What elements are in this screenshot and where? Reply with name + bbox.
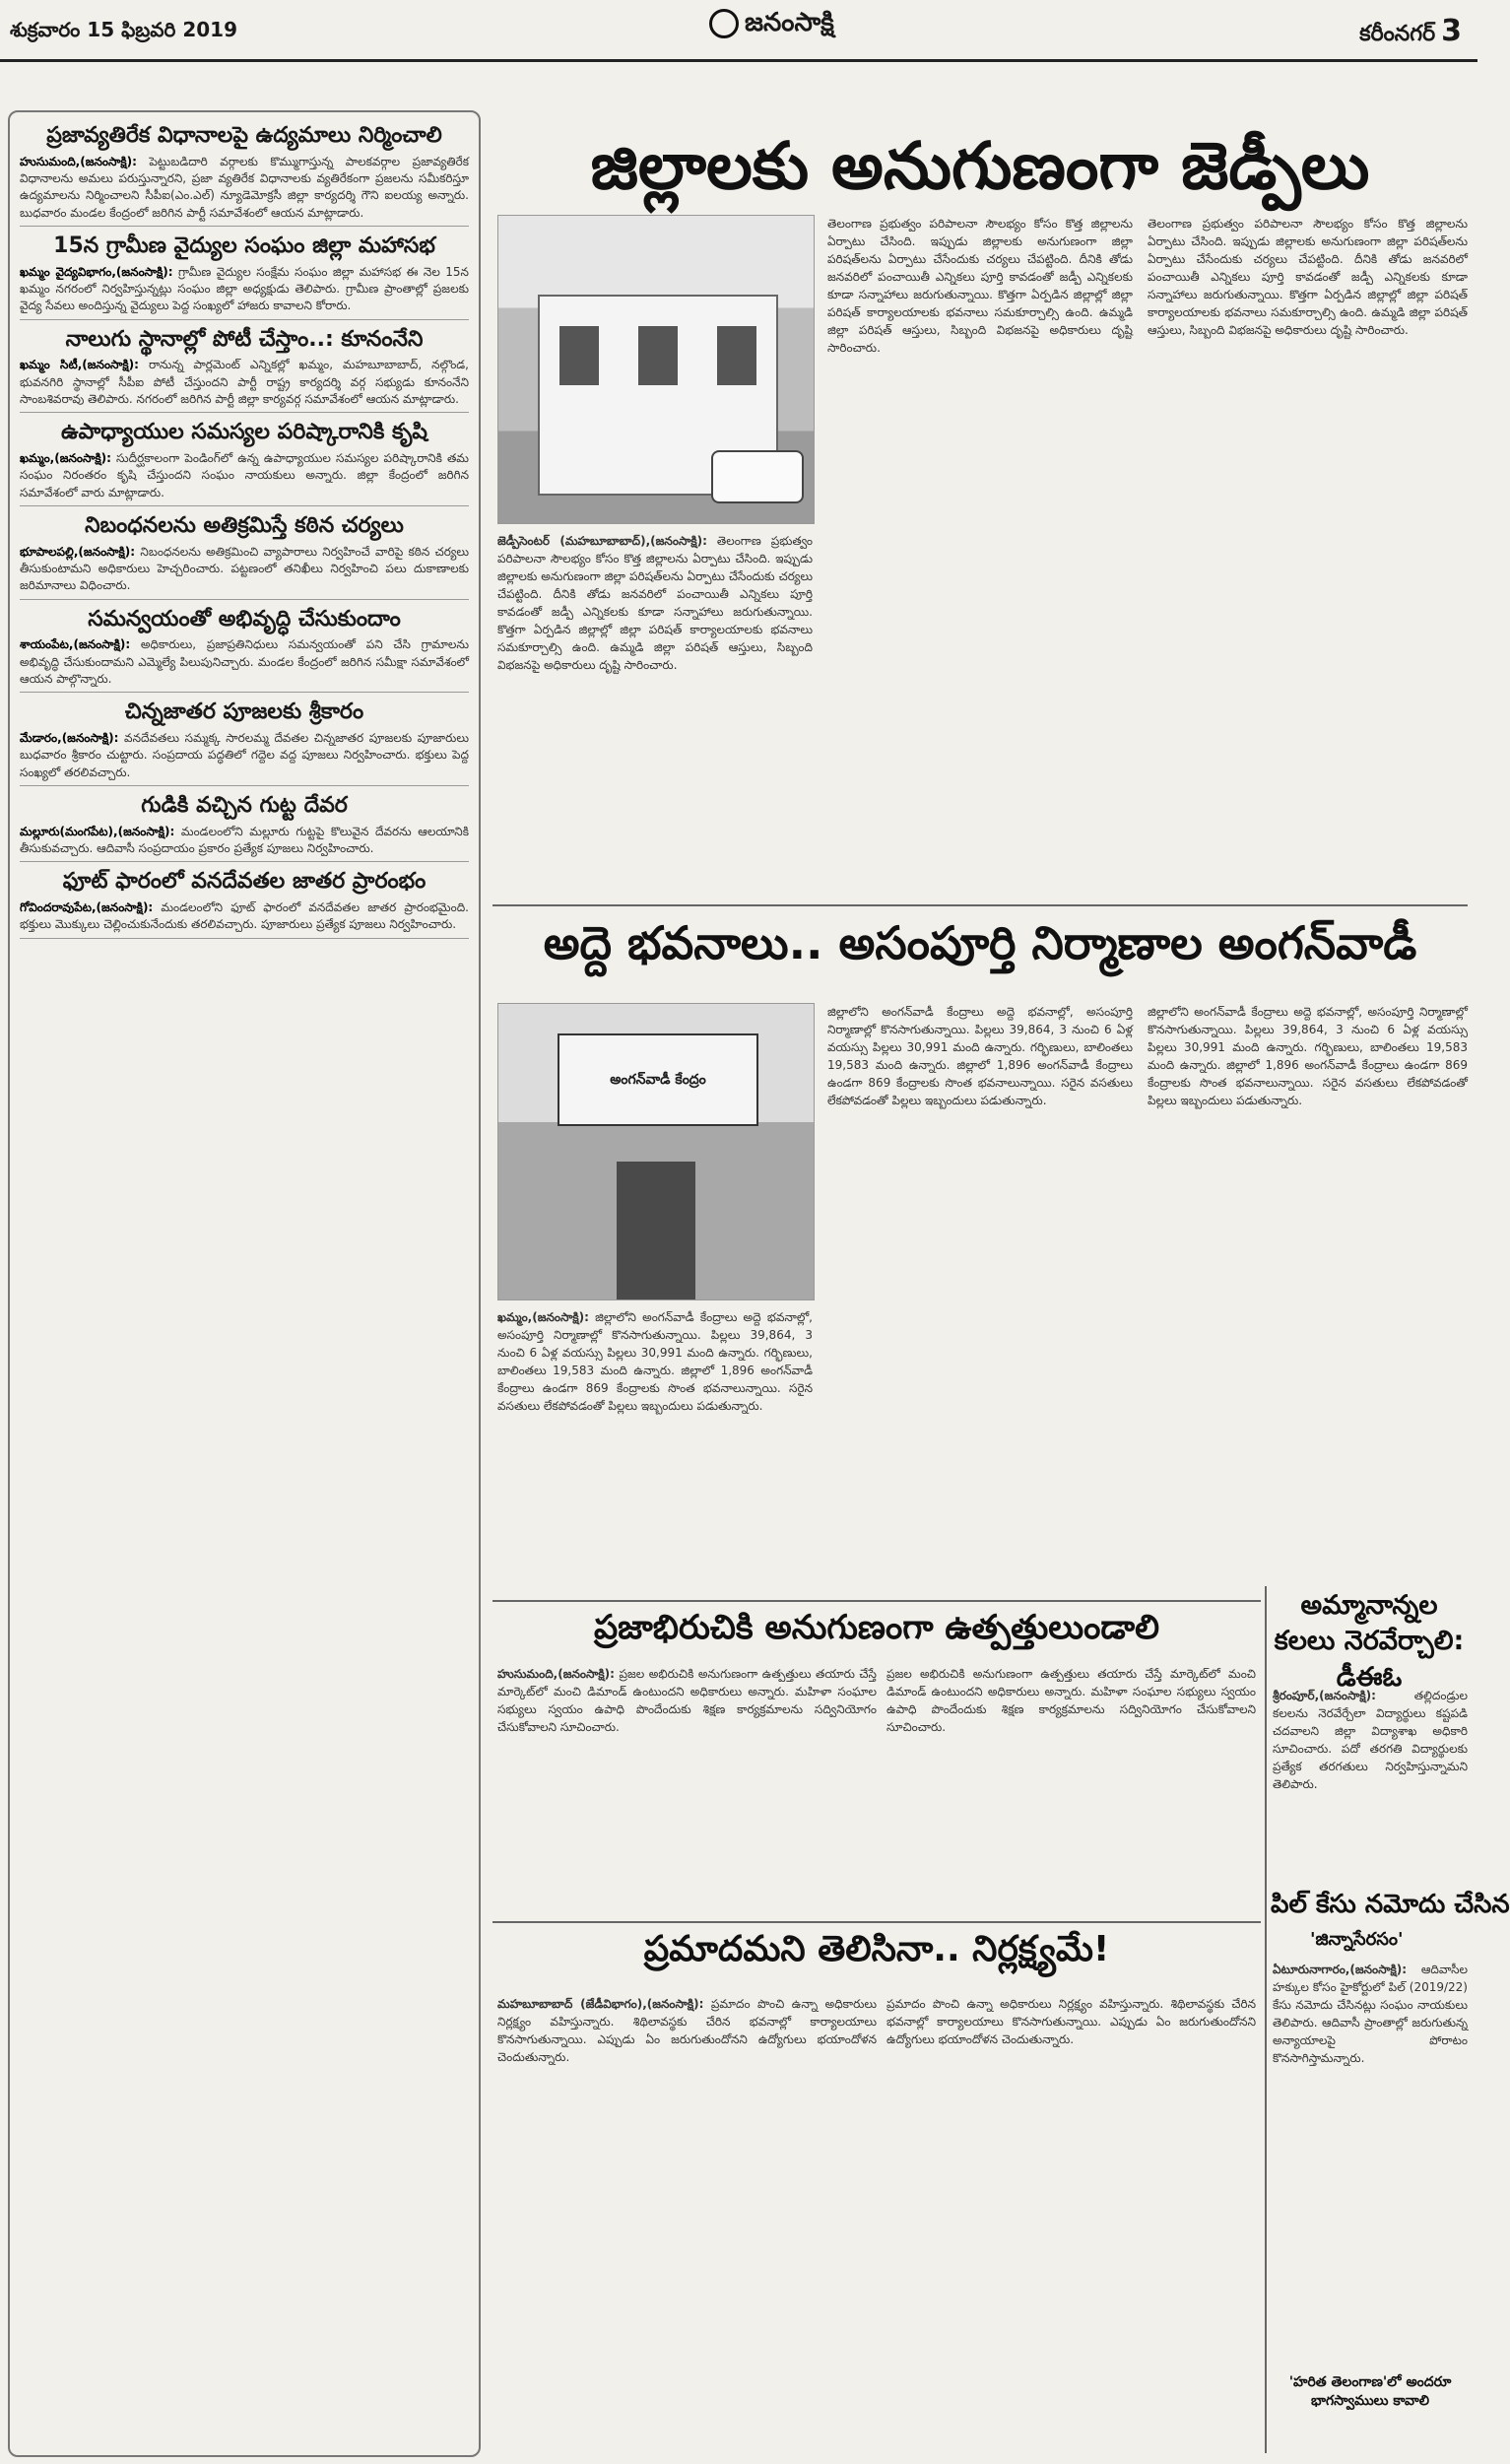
story-text: జిల్లాలోని అంగన్‌వాడీ కేంద్రాలు అద్దె భవనాల్లో, అసంపూర్తి నిర్మాణాల్లో కొనసాగుతున్నాయి. పిల్లలు 39,864, 3 నుంచి 6 ఏళ్ల వయస్సు పిల్లలు 30,991 మంది ఉన్నారు. గర్భిణులు, బాలింతలు 19,583 మంది ఉన్నారు. జిల్లాలో 1,896 అంగన్‌వాడీ కేంద్రాలు ఉండగా 869 కేంద్రాలకు సొంత భవనాలున్నాయి. సరైన వసతులు లేకపోవడంతో పిల్లలు ఇబ్బందులు పడుతున్నారు. (1148, 1005, 1468, 1107)
anganwadi-photo (497, 1003, 815, 1300)
zp-story-text (497, 532, 813, 899)
paper-name: జనంసాక్షి (745, 8, 834, 37)
story-text: తెలంగాణ ప్రభుత్వం పరిపాలనా సౌలభ్యం కోసం కొత్త జిల్లాలను ఏర్పాటు చేసింది. ఇప్పుడు జిల్లాలకు అనుగుణంగా జిల్లా పరిషత్‌లను ఏర్పాటు చేసేందుకు చర్యలు చేపట్టింది. దీనికి తోడు జనవరిలో పంచాయితీ ఎన్నికలు పూర్తి కావడంతో జడ్పీ ఎన్నికలకు కూడా సన్నాహాలు జరుగుతున్నాయి. కొత్తగా ఏర్పడిన జిల్లాల్లో జిల్లా పరిషత్ కార్యాలయాలకు భవనాలు సమకూర్చాల్సి ఉంది. ఉమ్మడి జిల్లా పరిషత్ ఆస్తులు, సిబ్బంది విభజనపై అధికారులు దృష్టి సారించారు. (497, 534, 814, 672)
danger-headline: ప్రమాదమని తెలిసినా.. నిర్లక్ష్యమే! (643, 1929, 1110, 1969)
story-text: ప్రమాదం పొంచి ఉన్నా అధికారులు నిర్లక్ష్యం వహిస్తున్నారు. శిథిలావస్థకు చేరిన భవనాల్లో కార్యాలయాలు కొనసాగుతున్నాయి. ఎప్పుడు ఏం జరుగుతుందోనని ఉద్యోగులు భయాందోళన చెందుతున్నారు. (497, 1997, 878, 2064)
left-story-body (20, 154, 469, 223)
story-text: గ్రామీణ వైద్యుల సంక్షేమ సంఘం జిల్లా మహాసభ ఈ నెల 15న ఖమ్మం నగరంలో నిర్వహిస్తున్నట్లు సంఘం జిల్లా అధ్యక్షుడు తెలిపారు. గ్రామీణ ప్రాంతాల్లో ప్రజలకు వైద్య సేవలు అందిస్తున్న వైద్యులు పెద్ద సంఖ్యలో హాజరు కావాలని కోరారు. (20, 264, 469, 313)
left-story (20, 792, 469, 862)
left-story (20, 606, 469, 694)
left-story-body (20, 636, 469, 688)
page-number: 3 (1441, 14, 1462, 48)
issue-date: శుక్రవారం 15 ఫిబ్రవరి 2019 (10, 18, 238, 41)
dateline: ఖమ్మం,(జనంసాక్షి): (497, 1310, 589, 1324)
story-text: తల్లిదండ్రుల కలలను నెరవేర్చేలా విద్యార్థులు కష్టపడి చదవాలని జిల్లా విద్యాశాఖ అధికారి సూచించారు. పదో తరగతి విద్యార్థులకు ప్రత్యేక తరగతులు నిర్వహిస్తున్నామని తెలిపారు. (1273, 1689, 1468, 1791)
left-column (8, 110, 481, 2457)
left-story-title: ఉపాధ్యాయుల సమస్యల పరిష్కారానికి కృషి (61, 420, 427, 445)
left-story-title: 15న గ్రామీణ వైద్యుల సంఘం జిల్లా మహాసభ (53, 233, 435, 259)
danger-story-text-col2 (886, 1995, 1256, 2453)
dateline: జెడ్పీసెంటర్ (మహబూబాబాద్),(జనంసాక్షి): (497, 534, 707, 548)
left-story-body (20, 544, 469, 595)
danger-story-text (497, 1995, 877, 2453)
pil-story-text (1273, 1961, 1468, 2364)
zp-office-photo (497, 215, 815, 524)
story-text: ప్రజల అభిరుచికి అనుగుణంగా ఉత్పత్తులు తయారు చేస్తే మార్కెట్‌లో మంచి డిమాండ్ ఉంటుందని అధికారులు అన్నారు. మహిళా సంఘాల సభ్యులు స్వయం ఉపాధి పొందేందుకు శిక్షణ కార్యక్రమాలను సద్వినియోగం చేసుకోవాలని సూచించారు. (886, 1667, 1256, 1734)
dateline: శ్రీరంపూర్,(జనంసాక్షి): (1273, 1689, 1376, 1702)
story-text: ప్రజల అభిరుచికి అనుగుణంగా ఉత్పత్తులు తయారు చేస్తే మార్కెట్‌లో మంచి డిమాండ్ ఉంటుందని అధికారులు అన్నారు. మహిళా సంఘాల సభ్యులు స్వయం ఉపాధి పొందేందుకు శిక్షణ కార్యక్రమాలను సద్వినియోగం చేసుకోవాలని సూచించారు. (497, 1667, 877, 1734)
pil-tagline: 'హరిత తెలంగాణ'లో అందరూ భాగస్వాములు కావాలి (1288, 2374, 1452, 2409)
story-text: తెలంగాణ ప్రభుత్వం పరిపాలనా సౌలభ్యం కోసం కొత్త జిల్లాలను ఏర్పాటు చేసింది. ఇప్పుడు జిల్లాలకు అనుగుణంగా జిల్లా పరిషత్‌లను ఏర్పాటు చేసేందుకు చర్యలు చేపట్టింది. దీనికి తోడు జనవరిలో పంచాయితీ ఎన్నికలు పూర్తి కావడంతో జడ్పీ ఎన్నికలకు కూడా సన్నాహాలు జరుగుతున్నాయి. కొత్తగా ఏర్పడిన జిల్లాల్లో జిల్లా పరిషత్ కార్యాలయాలకు భవనాలు సమకూర్చాల్సి ఉంది. ఉమ్మడి జిల్లా పరిషత్ ఆస్తులు, సిబ్బంది విభజనపై అధికారులు దృష్టి సారించారు. (1148, 217, 1468, 337)
dateline: మేడారం,(జనంసాక్షి): (20, 730, 119, 745)
story-text: మండలంలోని ఫూట్ ఫారంలో వనదేవతల జాతర ప్రారంభమైంది. భక్తులు మొక్కులు చెల్లించుకునేందుకు తరలివచ్చారు. పూజారులు ప్రత్యేక పూజలు నిర్వహించారు. (20, 899, 469, 932)
masthead (0, 0, 1477, 62)
story-text: ప్రమాదం పొంచి ఉన్నా అధికారులు నిర్లక్ష్యం వహిస్తున్నారు. శిథిలావస్థకు చేరిన భవనాల్లో కార్యాలయాలు కొనసాగుతున్నాయి. ఎప్పుడు ఏం జరుగుతుందోనని ఉద్యోగులు భయాందోళన చెందుతున్నారు. (886, 1997, 1256, 2046)
lead-headline: జిల్లాలకు అనుగుణంగా జెడ్పీలు (590, 128, 1370, 204)
pil-headline: పిల్ కేసు నమోదు చేసిన (1271, 1890, 1510, 1919)
left-story-title: నాలుగు స్థానాల్లో పోటీ చేస్తాం..: కూనంనేని (65, 326, 424, 352)
story-text: జిల్లాలోని అంగన్‌వాడీ కేంద్రాలు అద్దె భవనాల్లో, అసంపూర్తి నిర్మాణాల్లో కొనసాగుతున్నాయి. పిల్లలు 39,864, 3 నుంచి 6 ఏళ్ల వయస్సు పిల్లలు 30,991 మంది ఉన్నారు. గర్భిణులు, బాలింతలు 19,583 మంది ఉన్నారు. జిల్లాలో 1,896 అంగన్‌వాడీ కేంద్రాలు ఉండగా 869 కేంద్రాలకు సొంత భవనాలున్నాయి. సరైన వసతులు లేకపోవడంతో పిల్లలు ఇబ్బందులు పడుతున్నారు. (827, 1005, 1133, 1107)
left-story-body (20, 730, 469, 781)
column-divider (1265, 1586, 1267, 2453)
left-story-title: గుడికి వచ్చిన గుట్ట దేవర (141, 793, 348, 819)
left-story-title: ప్రజావ్యతిరేక విధానాలపై ఉద్యమాలు నిర్మించాలి (46, 123, 442, 148)
left-story (20, 699, 469, 786)
section-divider (492, 904, 1468, 906)
anganwadi-story-text (497, 1308, 813, 1594)
section-divider (492, 1600, 1261, 1602)
story-text: తెలంగాణ ప్రభుత్వం పరిపాలనా సౌలభ్యం కోసం కొత్త జిల్లాలను ఏర్పాటు చేసింది. ఇప్పుడు జిల్లాలకు అనుగుణంగా జిల్లా పరిషత్‌లను ఏర్పాటు చేసేందుకు చర్యలు చేపట్టింది. దీనికి తోడు జనవరిలో పంచాయితీ ఎన్నికలు పూర్తి కావడంతో జడ్పీ ఎన్నికలకు కూడా సన్నాహాలు జరుగుతున్నాయి. కొత్తగా ఏర్పడిన జిల్లాల్లో జిల్లా పరిషత్ కార్యాలయాలకు భవనాలు సమకూర్చాల్సి ఉంది. ఉమ్మడి జిల్లా పరిషత్ ఆస్తులు, సిబ్బంది విభజనపై అధికారులు దృష్టి సారించారు. (827, 217, 1133, 355)
dateline: ఖమ్మం సిటీ,(జనంసాక్షి): (20, 358, 139, 372)
left-story-body (20, 899, 469, 934)
dateline: హుసుమంది,(జనంసాక్షి): (497, 1667, 615, 1681)
story-text: జిల్లాలోని అంగన్‌వాడీ కేంద్రాలు అద్దె భవనాల్లో, అసంపూర్తి నిర్మాణాల్లో కొనసాగుతున్నాయి. పిల్లలు 39,864, 3 నుంచి 6 ఏళ్ల వయస్సు పిల్లలు 30,991 మంది ఉన్నారు. గర్భిణులు, బాలింతలు 19,583 మంది ఉన్నారు. జిల్లాలో 1,896 అంగన్‌వాడీ కేంద్రాలు ఉండగా 869 కేంద్రాలకు సొంత భవనాలున్నాయి. సరైన వసతులు లేకపోవడంతో పిల్లలు ఇబ్బందులు పడుతున్నారు. (497, 1310, 813, 1413)
story-text: పెట్టుబడిదారి వర్గాలకు కొమ్ముగాస్తున్న పాలకవర్గాల ప్రజావ్యతిరేక విధానాలను అమలు పరుస్తున్నారని, ప్రజా వ్యతిరేక విధానాలకు వ్యతిరేకంగా ప్రజలను సమీకరిస్తూ ఉద్యమాలను నిర్మించాలని సీపీఐ(ఎం.ఎల్) న్యూడెమోక్రసీ జిల్లా కార్యదర్శి గౌని ఐలయ్య అన్నారు. బుధవారం మండల కేంద్రంలో జరిగిన పార్టీ సమావేశంలో ఆయన మాట్లాడారు. (20, 154, 469, 220)
logo-icon (709, 9, 739, 38)
left-story (20, 868, 469, 938)
parents-story-text (1273, 1687, 1468, 1882)
anganwadi-sign: అంగన్‌వాడీ కేంద్రం (558, 1033, 758, 1126)
left-story (20, 419, 469, 506)
window-icon (559, 326, 599, 385)
left-story-body (20, 824, 469, 858)
story-text: నిబంధనలను అతిక్రమించి వ్యాపారాలు నిర్వహించే వారిపై కఠిన చర్యలు తీసుకుంటామని అధికారులు హెచ్చరించారు. పట్టణంలో తనిఖీలు నిర్వహించి పలు దుకాణాలకు జరిమానాలు విధించారు. (20, 544, 469, 593)
dateline: భూపాలపల్లి,(జనంసాక్షి): (20, 544, 136, 559)
left-story-title: ఫూట్ ఫారంలో వనదేవతల జాతర ప్రారంభం (62, 869, 427, 895)
story-text: సుదీర్ఘకాలంగా పెండింగ్‌లో ఉన్న ఉపాధ్యాయుల సమస్యల పరిష్కారానికి తమ సంఘం నిరంతరం కృషి చేస్తుందని సంఘం నాయకులు అన్నారు. జిల్లా కేంద్రంలో జరిగిన సమావేశంలో వారు మాట్లాడారు. (20, 450, 469, 499)
dateline: మల్లూరు(మంగపేట),(జనంసాక్షి): (20, 824, 175, 838)
left-story (20, 122, 469, 227)
left-story-body (20, 450, 469, 501)
dateline: గోవిందరావుపేట,(జనంసాక్షి): (20, 899, 154, 914)
story-text: వనదేవతలు సమ్మక్క సారలమ్మ దేవతల చిన్నజాతర పూజలకు పూజారులు బుధవారం శ్రీకారం చుట్టారు. సంప్రదాయ పద్ధతిలో గద్దెల వద్ద పూజలు నిర్వహించారు. భక్తులు పెద్ద సంఖ్యలో తరలివచ్చారు. (20, 730, 469, 779)
edition-name: కరీంనగర్ (1359, 22, 1436, 46)
window-icon (638, 326, 678, 385)
left-story (20, 512, 469, 600)
anganwadi-story-text-col2 (827, 1003, 1133, 1594)
dateline: మహబూబాబాద్ (జేడీవిభాగం),(జనంసాక్షి): (497, 1997, 704, 2011)
dateline: ఖమ్మం వైద్యవిభాగం,(జనంసాక్షి): (20, 264, 173, 279)
left-story-body (20, 357, 469, 408)
left-story-title: చిన్నజాతర పూజలకు శ్రీకారం (124, 699, 364, 725)
story-text: అధికారులు, ప్రజాప్రతినిధులు సమన్వయంతో పని చేసి గ్రామాలను అభివృద్ధి చేసుకుందామని ఎమ్మెల్యే పిలుపునిచ్చారు. మండల కేంద్రంలో జరిగిన సమీక్షా సమావేశంలో ఆయన పాల్గొన్నారు. (20, 637, 469, 687)
story-text: ఆదివాసీల హక్కుల కోసం హైకోర్టులో పిల్ (2019/22) కేసు నమోదు చేసినట్లు సంఘం నాయకులు తెలిపారు. ఆదివాసీ ప్రాంతాల్లో జరుగుతున్న అన్యాయాలపై పోరాటం కొనసాగిస్తామన్నారు. (1273, 1963, 1468, 2065)
left-story-title: నిబంధనలను అతిక్రమిస్తే కఠిన చర్యలు (85, 513, 404, 539)
story-text: మండలంలోని మల్లూరు గుట్టపై కొలువైన దేవరను ఆలయానికి తీసుకువచ్చారు. ఆదివాసీ సంప్రదాయం ప్రకారం ప్రత్యేక పూజలు నిర్వహించారు. (20, 824, 469, 855)
dateline: శాయంపేట,(జనంసాక్షి): (20, 637, 131, 652)
dateline: ఏటూరునాగారం,(జనంసాక్షి): (1273, 1963, 1408, 1976)
car-icon (711, 450, 804, 503)
produce-story-text (497, 1665, 877, 1916)
produce-story-text-col2 (886, 1665, 1256, 1916)
parents-headline: అమ్మానాన్నల కలలు నెరవేర్చాలి: డీఈఓ (1274, 1590, 1465, 1693)
edition (1359, 14, 1462, 51)
produce-headline: ప్రజాభిరుచికి అనుగుణంగా ఉత్పత్తులుండాలి (594, 1608, 1159, 1647)
anganwadi-headline: అద్దె భవనాలు.. అసంపూర్తి నిర్మాణాల అంగన్‌వాడీ (543, 916, 1417, 969)
left-story (20, 326, 469, 414)
window-icon (717, 326, 756, 385)
zp-story-text-col2 (827, 215, 1133, 899)
left-story-body (20, 264, 469, 315)
pil-subhead: 'జిన్నాసేరసం' (1310, 1929, 1404, 1950)
dateline: ఖమ్మం,(జనంసాక్షి): (20, 450, 111, 465)
left-story-title: సమన్వయంతో అభివృద్ధి చేసుకుందాం (88, 606, 401, 632)
dateline: హుసుమంది,(జనంసాక్షి): (20, 154, 137, 168)
section-divider (492, 1921, 1261, 1923)
left-story (20, 233, 469, 320)
door-icon (617, 1162, 695, 1299)
zp-story-text-col3 (1148, 215, 1468, 899)
anganwadi-story-text-col3 (1148, 1003, 1468, 1579)
paper-logo (709, 8, 834, 43)
story-text: రానున్న పార్లమెంట్ ఎన్నికల్లో ఖమ్మం, మహబూబాబాద్, నల్గొండ, భువనగిరి స్థానాల్లో సీపీఐ పోటీ చేస్తుందని పార్టీ రాష్ట్ర కార్యదర్శి వర్గ సభ్యుడు కూనంనేని సాంబశివరావు తెలిపారు. నగరంలో జరిగిన పార్టీ జిల్లా కార్యవర్గ సమావేశంలో ఆయన మాట్లాడారు. (20, 358, 469, 407)
